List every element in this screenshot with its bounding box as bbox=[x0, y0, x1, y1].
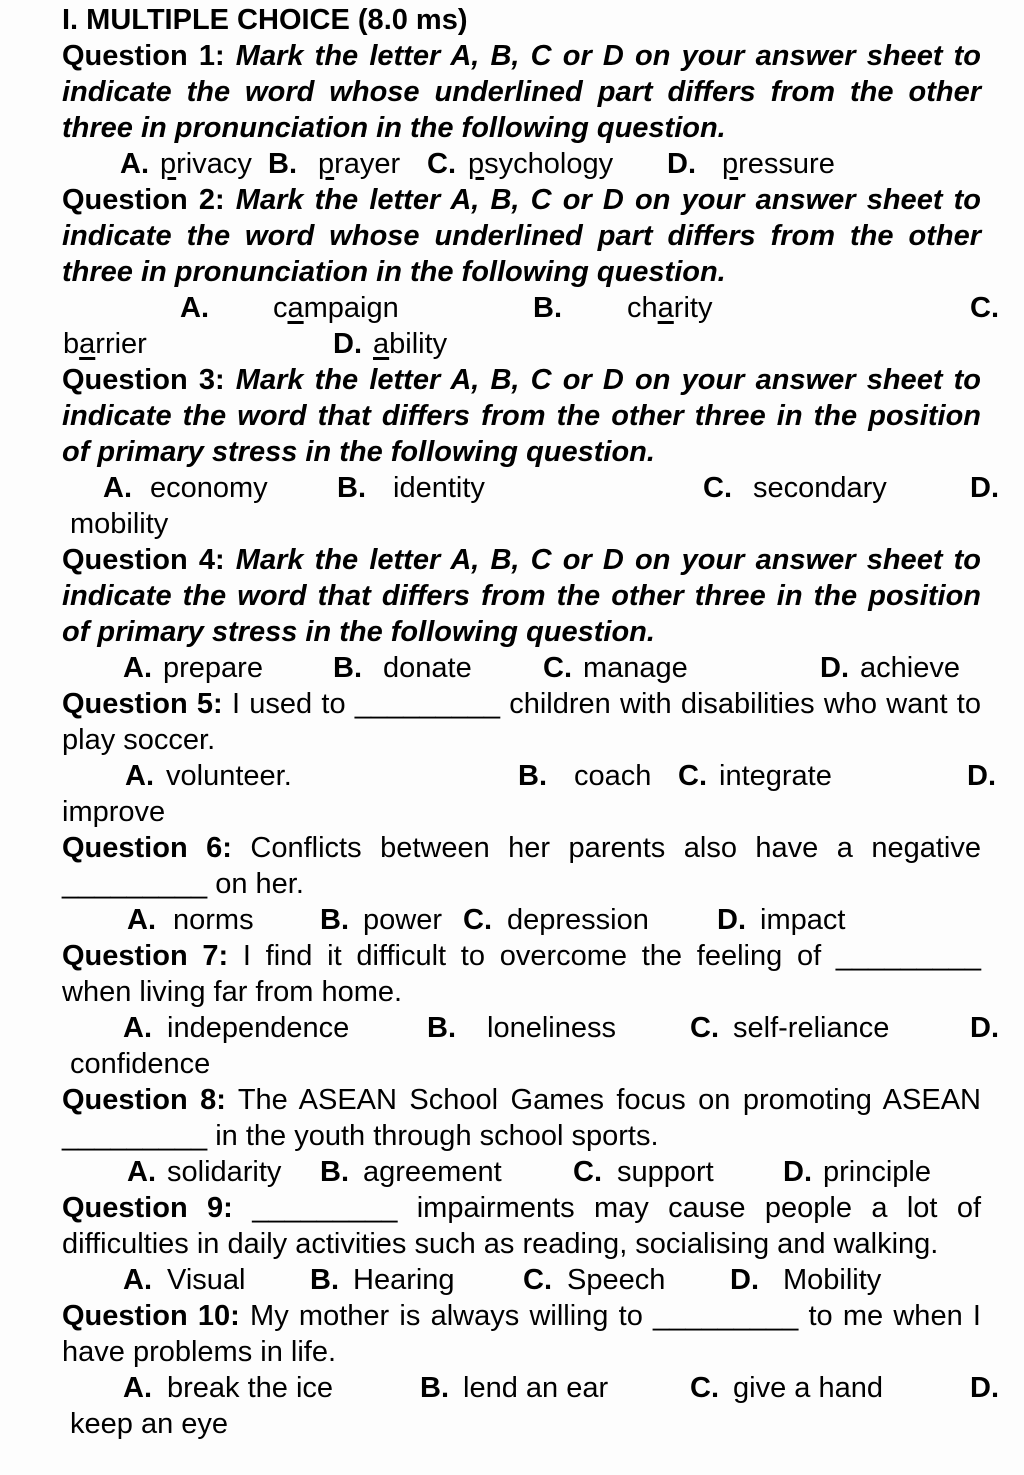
option-text: coach bbox=[574, 760, 652, 792]
question-2 bbox=[62, 182, 981, 290]
option-text: lend an ear bbox=[463, 1372, 609, 1404]
question-5 bbox=[62, 686, 981, 758]
option-text bbox=[160, 146, 252, 182]
option-text-underlined: a bbox=[657, 292, 674, 324]
option-text: achieve bbox=[860, 652, 960, 684]
option-text-post: sychology bbox=[484, 148, 614, 180]
option-text: Visual bbox=[167, 1264, 246, 1296]
option-label: A. bbox=[103, 472, 132, 504]
option-text: volunteer. bbox=[166, 760, 292, 792]
option-text bbox=[722, 146, 835, 182]
option-text: solidarity bbox=[167, 1156, 282, 1188]
option-text: secondary bbox=[753, 472, 887, 504]
option-text bbox=[318, 146, 400, 182]
option-text: economy bbox=[150, 472, 268, 504]
question-number: Question 5: bbox=[62, 688, 223, 720]
option-label: C. bbox=[427, 148, 456, 180]
question-stem: Mark the letter A, B, C or D on your answer sheet to indicate the word whose underlined part differs from the other three in pronunciation in the following question. bbox=[62, 40, 982, 144]
option-text: principle bbox=[823, 1156, 931, 1188]
option-text: independence bbox=[167, 1012, 350, 1044]
question-1-options bbox=[62, 146, 981, 182]
option-label: C. bbox=[463, 904, 492, 936]
option-label: D. bbox=[730, 1264, 759, 1296]
option-text: agreement bbox=[363, 1156, 502, 1188]
option-text: keep an eye bbox=[70, 1408, 229, 1440]
option-label: B. bbox=[337, 472, 366, 504]
question-10-options-line-1 bbox=[62, 1370, 999, 1406]
question-8 bbox=[62, 1082, 981, 1154]
option-label: C. bbox=[970, 292, 999, 324]
option-text: Speech bbox=[567, 1264, 666, 1296]
question-6 bbox=[62, 830, 981, 902]
option-text: improve bbox=[62, 796, 166, 828]
option-label: B. bbox=[518, 760, 547, 792]
question-10-options-line-2 bbox=[62, 1406, 981, 1442]
option-label: B. bbox=[320, 1156, 349, 1188]
option-text-post: rrier bbox=[95, 328, 147, 360]
option-label: A. bbox=[180, 292, 209, 324]
question-number: Question 6: bbox=[62, 832, 232, 864]
option-text: mobility bbox=[70, 508, 169, 540]
option-label: B. bbox=[420, 1372, 449, 1404]
question-7-options-line-1 bbox=[62, 1010, 999, 1046]
question-6-options bbox=[62, 902, 981, 938]
option-text: loneliness bbox=[487, 1012, 616, 1044]
question-7-options-line-2 bbox=[62, 1046, 981, 1082]
option-label: B. bbox=[333, 652, 362, 684]
option-text-underlined: p bbox=[468, 148, 485, 180]
option-label: D. bbox=[820, 652, 849, 684]
question-4 bbox=[62, 542, 981, 650]
option-text: Mobility bbox=[783, 1264, 882, 1296]
option-text-post: bility bbox=[389, 328, 448, 360]
question-number: Question 1: bbox=[62, 40, 225, 72]
option-text: norms bbox=[173, 904, 254, 936]
option-text bbox=[627, 290, 712, 326]
option-text-underlined: a bbox=[287, 292, 304, 324]
question-stem: I used to _________ children with disabilities who want to play soccer. bbox=[62, 688, 981, 756]
option-label: C. bbox=[573, 1156, 602, 1188]
section-heading: I. MULTIPLE CHOICE (8.0 ms) bbox=[62, 4, 468, 36]
option-label: D. bbox=[967, 760, 996, 792]
question-3-options-line-2 bbox=[62, 506, 981, 542]
question-3 bbox=[62, 362, 981, 470]
option-text-underlined: p bbox=[722, 148, 739, 180]
option-text: manage bbox=[583, 652, 688, 684]
option-label: C. bbox=[543, 652, 572, 684]
option-text-pre: b bbox=[63, 328, 80, 360]
option-text: integrate bbox=[719, 760, 832, 792]
question-3-options-line-1 bbox=[62, 470, 999, 506]
question-1 bbox=[62, 38, 981, 146]
question-number: Question 4: bbox=[62, 544, 225, 576]
option-text: power bbox=[363, 904, 442, 936]
question-number: Question 8: bbox=[62, 1084, 226, 1116]
option-label: B. bbox=[427, 1012, 456, 1044]
option-label: D. bbox=[970, 472, 999, 504]
question-number: Question 7: bbox=[62, 940, 229, 972]
option-text-pre: c bbox=[273, 292, 288, 324]
option-label: A. bbox=[123, 1264, 152, 1296]
option-label: D. bbox=[717, 904, 746, 936]
question-stem: Mark the letter A, B, C or D on your answer sheet to indicate the word that differs from the other three in the position of primary stress in the following question. bbox=[62, 544, 982, 648]
question-5-options-line-2 bbox=[62, 794, 981, 830]
option-text-post: rity bbox=[673, 292, 713, 324]
option-text: give a hand bbox=[733, 1372, 883, 1404]
option-label: A. bbox=[127, 904, 156, 936]
option-label: C. bbox=[678, 760, 707, 792]
option-label: A. bbox=[125, 760, 154, 792]
option-text: impact bbox=[760, 904, 846, 936]
question-stem: The ASEAN School Games focus on promoting ASEAN _________ in the youth through school sports. bbox=[62, 1084, 981, 1152]
option-label: A. bbox=[123, 1372, 152, 1404]
option-label: D. bbox=[667, 148, 696, 180]
question-stem: Mark the letter A, B, C or D on your answer sheet to indicate the word that differs from the other three in the position of primary stress in the following question. bbox=[62, 364, 982, 468]
option-text-underlined: a bbox=[79, 328, 96, 360]
question-4-options bbox=[62, 650, 981, 686]
option-label: B. bbox=[533, 292, 562, 324]
option-label: C. bbox=[523, 1264, 552, 1296]
question-7 bbox=[62, 938, 981, 1010]
option-label: C. bbox=[703, 472, 732, 504]
option-label: A. bbox=[123, 1012, 152, 1044]
option-text bbox=[373, 326, 447, 362]
question-2-options-line-1 bbox=[62, 290, 999, 326]
question-9 bbox=[62, 1190, 981, 1262]
option-text-underlined: a bbox=[373, 328, 390, 360]
option-text: identity bbox=[393, 472, 485, 504]
option-label: A. bbox=[120, 148, 149, 180]
option-text: break the ice bbox=[167, 1372, 334, 1404]
question-number: Question 9: bbox=[62, 1192, 233, 1224]
option-label: C. bbox=[690, 1012, 719, 1044]
question-stem: My mother is always willing to _________ to me when I have problems in life. bbox=[62, 1300, 981, 1368]
option-text: depression bbox=[507, 904, 649, 936]
question-stem: _________ impairments may cause people a lot of difficulties in daily activities such as reading, socialising and walking. bbox=[62, 1192, 982, 1260]
option-text-underlined: p bbox=[160, 148, 177, 180]
option-label: B. bbox=[320, 904, 349, 936]
option-text bbox=[468, 146, 613, 182]
question-stem: Conflicts between her parents also have a negative _________ on her. bbox=[62, 832, 982, 900]
option-label: D. bbox=[333, 328, 362, 360]
option-text: confidence bbox=[70, 1048, 211, 1080]
option-text: prepare bbox=[163, 652, 263, 684]
option-label: B. bbox=[268, 148, 297, 180]
option-text: donate bbox=[383, 652, 472, 684]
option-text-post: rivacy bbox=[176, 148, 252, 180]
option-label: C. bbox=[690, 1372, 719, 1404]
option-label: D. bbox=[783, 1156, 812, 1188]
question-9-options bbox=[62, 1262, 981, 1298]
question-number: Question 2: bbox=[62, 184, 225, 216]
question-2-options-line-2 bbox=[62, 326, 981, 362]
option-text: self-reliance bbox=[733, 1012, 890, 1044]
option-text-post: rayer bbox=[334, 148, 401, 180]
option-label: A. bbox=[127, 1156, 156, 1188]
option-label: B. bbox=[310, 1264, 339, 1296]
option-text-post: ressure bbox=[738, 148, 835, 180]
question-stem: I find it difficult to overcome the feeling of _________ when living far from home. bbox=[62, 940, 981, 1008]
option-text: Hearing bbox=[353, 1264, 455, 1296]
option-label: D. bbox=[970, 1372, 999, 1404]
question-10 bbox=[62, 1298, 981, 1370]
option-text bbox=[63, 326, 147, 362]
option-label: D. bbox=[970, 1012, 999, 1044]
option-label: A. bbox=[123, 652, 152, 684]
question-8-options bbox=[62, 1154, 981, 1190]
option-text-pre: ch bbox=[627, 292, 658, 324]
option-text-underlined: p bbox=[318, 148, 335, 180]
question-number: Question 3: bbox=[62, 364, 225, 396]
option-text-post: mpaign bbox=[303, 292, 399, 324]
question-5-options-line-1 bbox=[62, 758, 996, 794]
option-text: support bbox=[617, 1156, 714, 1188]
question-number: Question 10: bbox=[62, 1300, 240, 1332]
question-stem: Mark the letter A, B, C or D on your answer sheet to indicate the word whose underlined part differs from the other three in pronunciation in the following question. bbox=[62, 184, 982, 288]
option-text bbox=[273, 290, 399, 326]
